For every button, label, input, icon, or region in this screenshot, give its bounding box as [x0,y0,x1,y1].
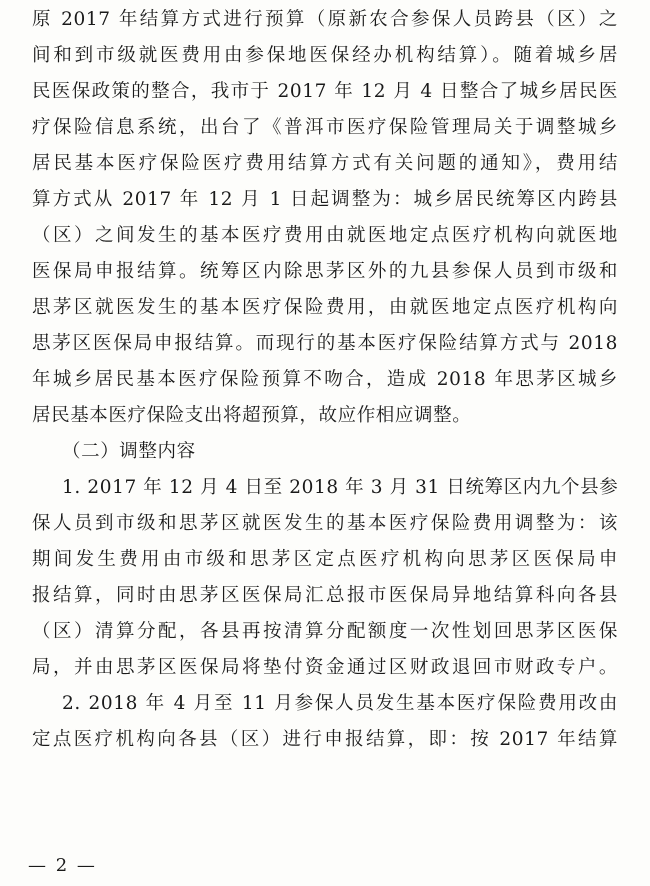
paragraph-line: 年城乡居民基本医疗保险预算不吻合，造成 2018 年思茅区城乡 [32,369,618,390]
item-1-line: （区）清算分配，各县再按清算分配额度一次性划回思茅区医保 [32,621,618,642]
paragraph-line: 居民基本医疗保险医疗费用结算方式有关问题的通知》，费用结 [32,153,618,174]
paragraph-line: （区）之间发生的基本医疗费用由就医地定点医疗机构向就医地 [32,225,618,246]
paragraph-line: 医保局申报结算。统筹区内除思茅区外的九县参保人员到市级和 [32,261,618,282]
section-heading: （二）调整内容 [62,441,196,462]
paragraph-line: 居民基本医疗保险支出将超预算，故应作相应调整。 [32,405,472,426]
paragraph-line: 思茅区医保局申报结算。而现行的基本医疗保险结算方式与 2018 [32,333,618,354]
item-2-line: 2. 2018 年 4 月至 11 月参保人员发生基本医疗保险费用改由 [62,693,618,714]
paragraph-line: 原 2017 年结算方式进行预算（原新农合参保人员跨县（区）之 [32,9,618,30]
paragraph-line: 民医保政策的整合，我市于 2017 年 12 月 4 日整合了城乡居民医 [32,81,618,102]
item-2-line: 定点医疗机构向各县（区）进行申报结算，即：按 2017 年结算 [32,729,618,750]
item-1-line: 1. 2017 年 12 月 4 日至 2018 年 3 月 31 日统筹区内九个县参 [62,477,619,498]
item-1-line: 保人员到市级和思茅区就医发生的基本医疗保险费用调整为：该 [32,513,618,534]
paragraph-line: 算方式从 2017 年 12 月 1 日起调整为：城乡居民统筹区内跨县 [32,189,618,210]
item-1-line: 期间发生费用由市级和思茅区定点医疗机构向思茅区医保局申 [32,549,618,570]
item-1-line: 报结算，同时由思茅区医保局汇总报市医保局异地结算科向各县 [32,585,618,606]
paragraph-line: 疗保险信息系统，出台了《普洱市医疗保险管理局关于调整城乡 [32,117,618,138]
paragraph-line: 思茅区就医发生的基本医疗保险费用，由就医地定点医疗机构向 [32,297,618,318]
item-1-line: 局，并由思茅区医保局将垫付资金通过区财政退回市财政专户。 [32,657,618,678]
paragraph-line: 间和到市级就医费用由参保地医保经办机构结算）。随着城乡居 [32,45,618,66]
page-number: — 2 — [28,855,97,876]
